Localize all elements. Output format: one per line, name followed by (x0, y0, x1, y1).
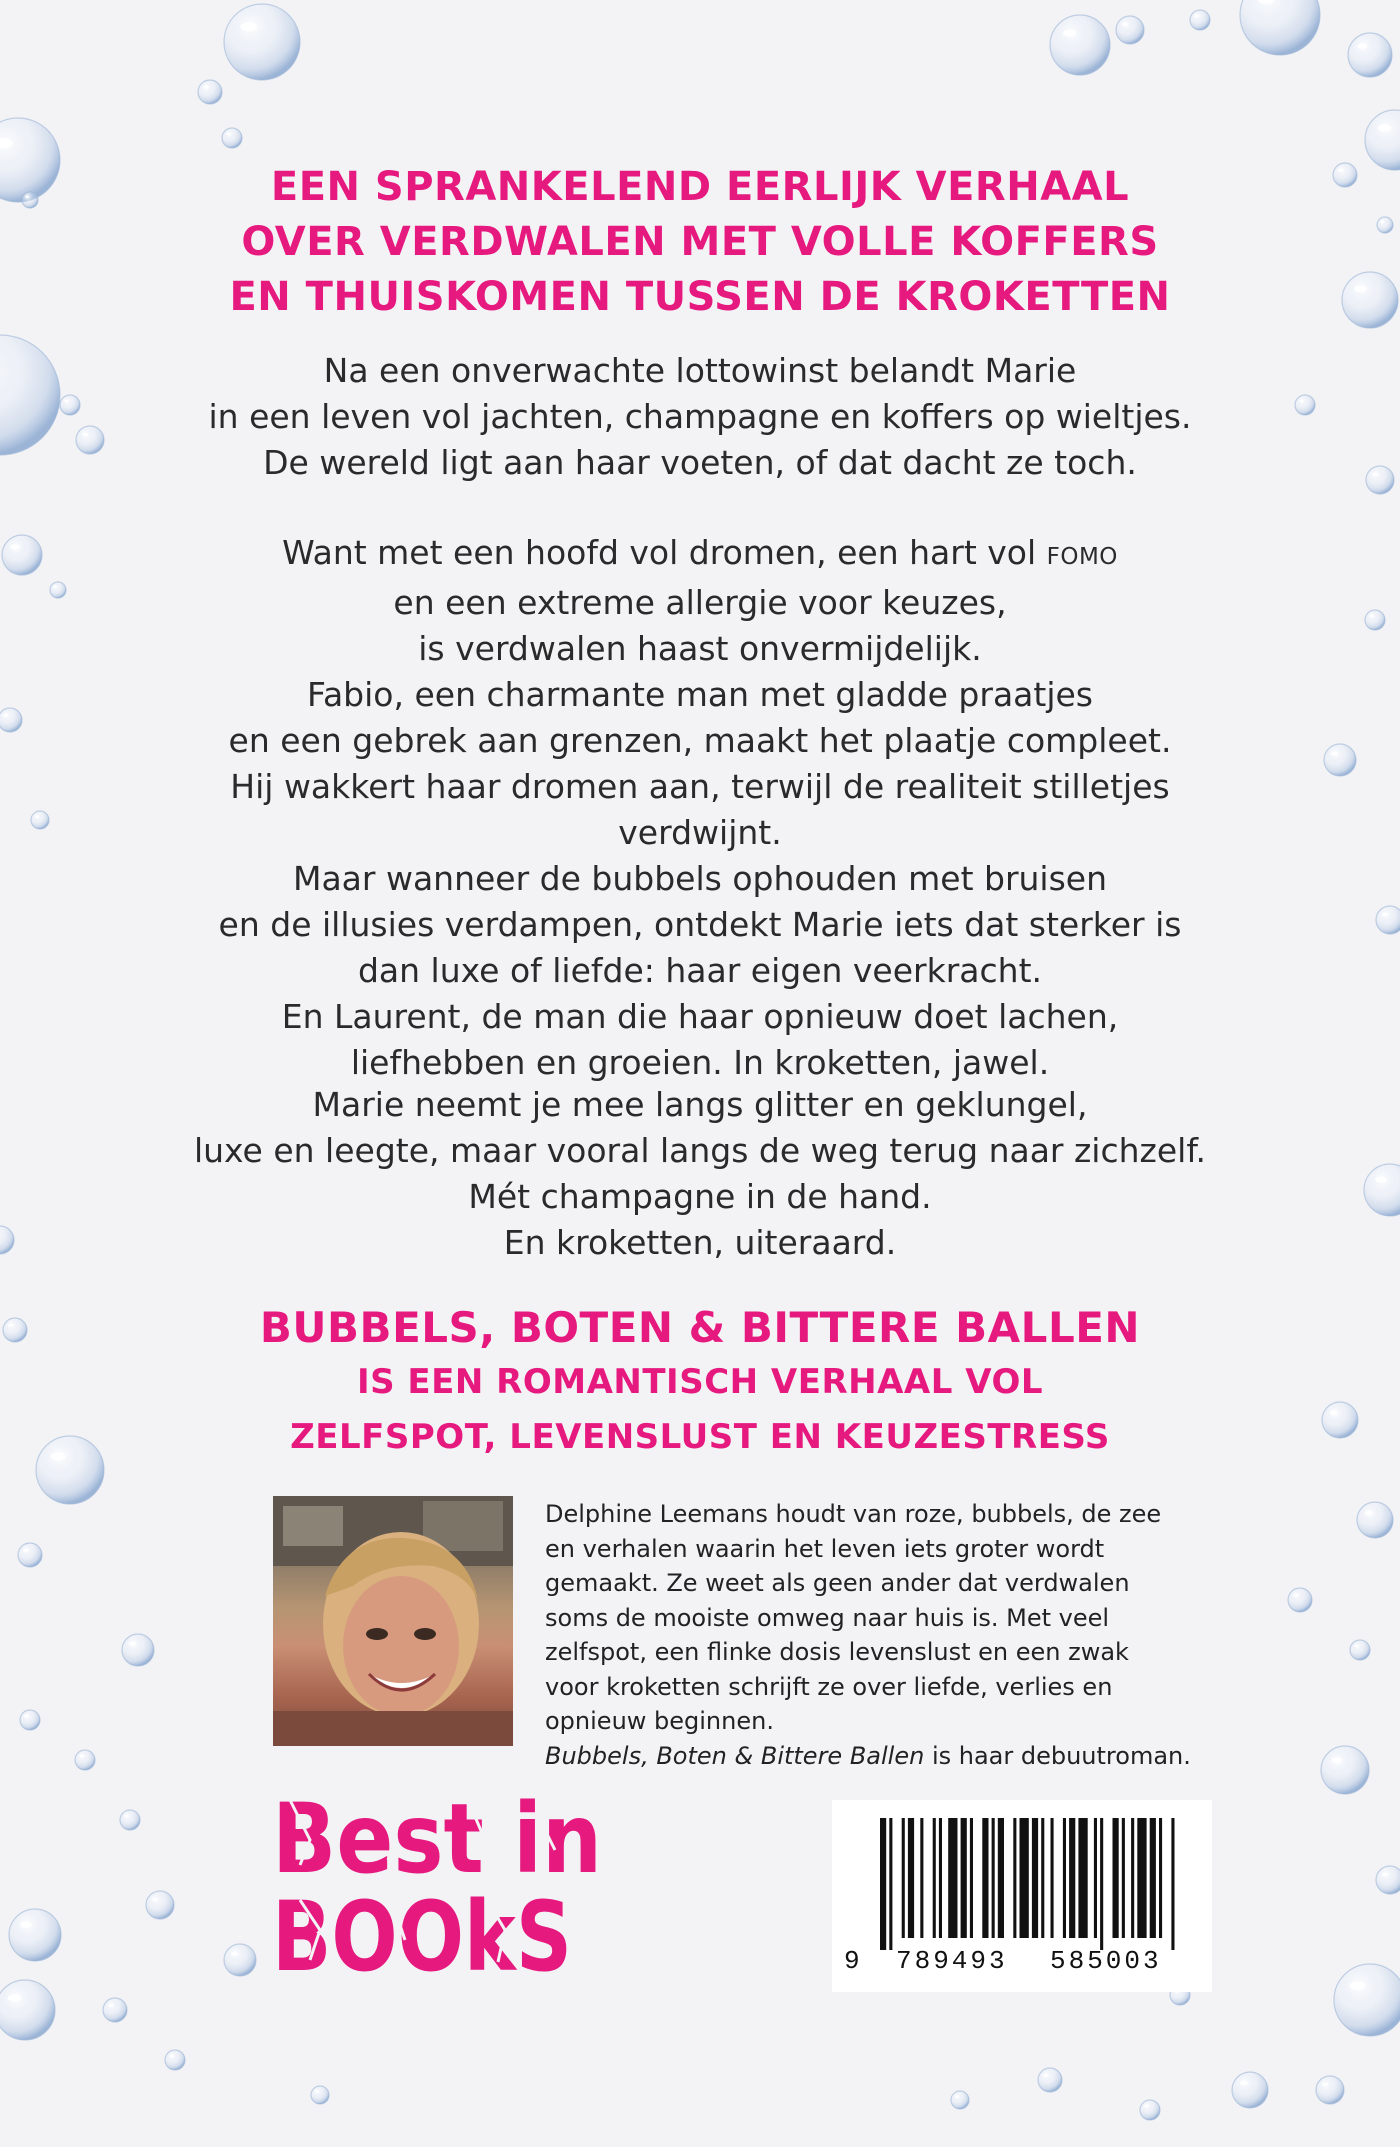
barcode-bar (1137, 1818, 1146, 1938)
blurb-line: in een leven vol jachten, champagne en koffers op wieltjes. (208, 397, 1192, 436)
fomo-abbreviation: FOMO (1046, 544, 1118, 570)
blurb-line: En kroketten, uiteraard. (503, 1223, 897, 1262)
blurb-line: is verdwalen haast onvermijdelijk. (418, 629, 982, 668)
author-bio-line: zelfspot, een flinke dosis levenslust en een zwak (545, 1638, 1129, 1666)
barcode-bar (1078, 1818, 1087, 1938)
barcode-digits-group-2: 585003 (1050, 1946, 1162, 1976)
barcode-digit-first: 9 (844, 1946, 860, 1976)
barcode-bar (1013, 1818, 1016, 1938)
barcode-bar (1159, 1818, 1162, 1938)
blurb-line-text: Want met een hoofd vol dromen, een hart vol (282, 533, 1047, 572)
blurb-line: Hij wakkert haar dromen aan, terwijl de realiteit stilletjes verdwijnt. (230, 767, 1170, 852)
blurb-paragraph-1 (150, 348, 1250, 486)
barcode-bar (1041, 1818, 1044, 1938)
headline-top (200, 160, 1200, 325)
author-bio-line: voor kroketten schrijft ze over liefde, verlies en (545, 1672, 1113, 1701)
barcode-bar (1150, 1818, 1156, 1938)
author-bio-line: Delphine Leemans houdt van roze, bubbels, de zee (545, 1500, 1162, 1528)
blurb-line: Maar wanneer de bubbels ophouden met bruisen (292, 859, 1108, 898)
barcode-bar (1063, 1818, 1066, 1938)
author-bio-line (545, 1739, 1265, 1774)
barcode-bar (1131, 1818, 1134, 1938)
barcode-bar (961, 1818, 967, 1938)
author-bio-text: is haar debuutroman. (924, 1741, 1191, 1770)
blurb-line: en de illusies verdampen, ontdekt Marie iets dat sterker is (218, 905, 1182, 944)
barcode-bar (1171, 1818, 1174, 1950)
barcode-bar (889, 1818, 892, 1950)
author-bio-line: gemaakt. Ze weet als geen ander dat verdwalen (545, 1569, 1130, 1597)
barcode (832, 1800, 1212, 1992)
book-title: BUBBELS, BOTEN & BITTERE BALLEN (259, 1303, 1141, 1352)
headline-top-line: EN THUISKOMEN TUSSEN DE KROKETTEN (229, 274, 1171, 320)
headline-bottom-line: IS EEN ROMANTISCH VERHAAL VOL (356, 1362, 1044, 1402)
blurb-line: De wereld ligt aan haar voeten, of dat dacht ze toch. (263, 443, 1137, 482)
barcode-bar (939, 1818, 942, 1938)
blurb-line: liefhebben en groeien. In kroketten, jawel. (350, 1043, 1050, 1082)
barcode-bar (1100, 1818, 1103, 1950)
barcode-bar (1032, 1818, 1038, 1938)
barcode-bar (1094, 1818, 1097, 1938)
blurb-line (150, 530, 1250, 580)
author-photo (273, 1496, 513, 1746)
barcode-bar (1020, 1818, 1029, 1938)
blurb-line: Na een onverwachte lottowinst belandt Marie (323, 351, 1077, 390)
barcode-bar (902, 1818, 905, 1938)
headline-top-line: EEN SPRANKELEND EERLIJK VERHAAL (270, 164, 1130, 210)
author-bio-line: soms de mooiste omweg naar huis is. Met veel (545, 1603, 1110, 1632)
blurb-line: Mét champagne in de hand. (468, 1177, 932, 1216)
barcode-bar (1069, 1818, 1075, 1938)
blurb-line: en een extreme allergie voor keuzes, (393, 583, 1007, 622)
author-bio-line: en verhalen waarin het leven iets groter wordt (545, 1534, 1105, 1563)
barcode-bar (933, 1818, 936, 1938)
headline-bottom (200, 1300, 1200, 1465)
barcode-bar (1051, 1818, 1054, 1938)
barcode-bar (998, 1818, 1004, 1938)
author-bio-line: opnieuw beginnen. (545, 1707, 774, 1735)
barcode-bar (920, 1818, 923, 1938)
barcode-bar (982, 1818, 988, 1938)
blurb-paragraph-3 (150, 1082, 1250, 1266)
blurb-paragraph-2 (150, 530, 1250, 1086)
barcode-bar (880, 1818, 886, 1950)
blurb-line: Fabio, een charmante man met gladde praatjes (307, 675, 1093, 714)
blurb-line: luxe en leegte, maar vooral langs de weg terug naar zichzelf. (193, 1131, 1207, 1170)
headline-bottom-line: ZELFSPOT, LEVENSLUST EN KEUZESTRESS (290, 1417, 1110, 1457)
barcode-bar (970, 1818, 973, 1938)
publisher-logo-line-2: BOOkS (272, 1881, 572, 1993)
barcode-bar (908, 1818, 914, 1938)
blurb-line: Marie neemt je mee langs glitter en geklungel, (312, 1085, 1088, 1124)
blurb-line: En Laurent, de man die haar opnieuw doet lachen, (281, 997, 1119, 1036)
book-title-italic: Bubbels, Boten & Bittere Ballen (545, 1741, 925, 1770)
barcode-bar (1113, 1818, 1119, 1938)
blurb-line: dan luxe of liefde: haar eigen veerkracht. (357, 951, 1042, 990)
barcode-bar (1122, 1818, 1125, 1938)
author-bio (545, 1497, 1265, 1773)
barcode-bar (948, 1818, 957, 1938)
blurb-line: en een gebrek aan grenzen, maakt het plaatje compleet. (228, 721, 1172, 760)
barcode-digits-group-1: 789493 (896, 1946, 1008, 1976)
publisher-logo-line-1: Best in (272, 1783, 602, 1895)
barcode-bar (992, 1818, 995, 1938)
publisher-logo (270, 1780, 610, 1993)
headline-top-line: OVER VERDWALEN MET VOLLE KOFFERS (241, 219, 1159, 265)
